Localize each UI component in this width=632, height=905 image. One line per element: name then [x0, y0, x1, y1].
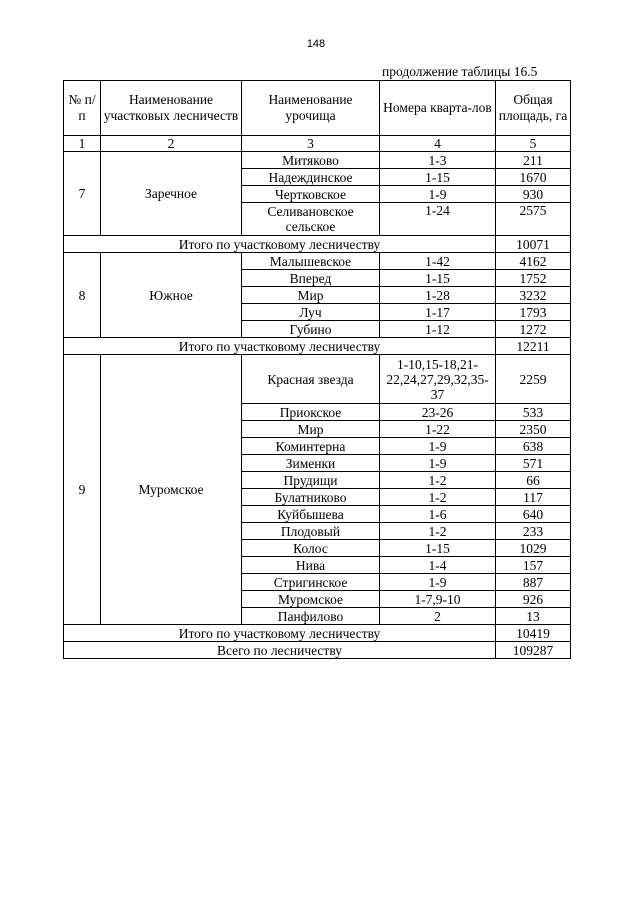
tract-name: Луч	[242, 304, 380, 321]
quarters: 1-2	[380, 472, 496, 489]
area: 640	[496, 506, 571, 523]
quarters: 1-2	[380, 523, 496, 540]
tract-name: Малышевское	[242, 253, 380, 270]
area: 930	[496, 186, 571, 203]
area: 1670	[496, 169, 571, 186]
tract-name: Прудищи	[242, 472, 380, 489]
table-row	[64, 355, 571, 404]
tract-name: Вперед	[242, 270, 380, 287]
area: 926	[496, 591, 571, 608]
area: 157	[496, 557, 571, 574]
table-row	[64, 152, 571, 169]
tract-name: Стригинское	[242, 574, 380, 591]
column-number: 1	[64, 136, 101, 152]
quarters: 1-15	[380, 270, 496, 287]
area: 13	[496, 608, 571, 625]
area: 3232	[496, 287, 571, 304]
group-number: 9	[64, 355, 101, 625]
area: 1752	[496, 270, 571, 287]
quarters: 1-7,9-10	[380, 591, 496, 608]
tract-name: Булатниково	[242, 489, 380, 506]
tract-name: Селивановское сельское	[242, 203, 380, 236]
forestry-table	[63, 80, 571, 659]
tract-name: Приокское	[242, 404, 380, 421]
tract-name: Муромское	[242, 591, 380, 608]
tract-name: Чертковское	[242, 186, 380, 203]
quarters: 1-15	[380, 169, 496, 186]
tract-name: Зименки	[242, 455, 380, 472]
tract-name: Колос	[242, 540, 380, 557]
quarters: 1-9	[380, 455, 496, 472]
quarters: 1-6	[380, 506, 496, 523]
header-tract-name: Наименование урочища	[242, 81, 380, 136]
area: 4162	[496, 253, 571, 270]
quarters: 1-9	[380, 186, 496, 203]
area: 211	[496, 152, 571, 169]
area: 887	[496, 574, 571, 591]
column-numbers-row	[64, 136, 571, 152]
header-number: № п/п	[64, 81, 101, 136]
subtotal-label: Итого по участковому лесничеству	[64, 338, 496, 355]
quarters: 1-42	[380, 253, 496, 270]
quarters: 1-9	[380, 574, 496, 591]
tract-name: Митяково	[242, 152, 380, 169]
forestry-name: Заречное	[101, 152, 242, 236]
quarters: 1-3	[380, 152, 496, 169]
table-continuation-label: продолжение таблицы 16.5	[382, 64, 538, 79]
area: 117	[496, 489, 571, 506]
area: 2575	[496, 203, 571, 236]
quarters: 1-28	[380, 287, 496, 304]
quarters: 1-15	[380, 540, 496, 557]
tract-name: Мир	[242, 287, 380, 304]
subtotal-value: 12211	[496, 338, 571, 355]
tract-name: Коминтерна	[242, 438, 380, 455]
area: 571	[496, 455, 571, 472]
quarters: 1-2	[380, 489, 496, 506]
grand-total-row	[64, 642, 571, 659]
area: 533	[496, 404, 571, 421]
area: 638	[496, 438, 571, 455]
group-number: 7	[64, 152, 101, 236]
subtotal-value: 10071	[496, 236, 571, 253]
page-number: 148	[306, 38, 326, 50]
table-row	[64, 253, 571, 270]
forestry-name: Муромское	[101, 355, 242, 625]
group-number: 8	[64, 253, 101, 338]
tract-name: Панфилово	[242, 608, 380, 625]
area: 2259	[496, 355, 571, 404]
quarters: 1-12	[380, 321, 496, 338]
subtotal-value: 10419	[496, 625, 571, 642]
header-row	[64, 81, 571, 136]
header-forestry-name: Наименование участковых лесничеств	[101, 81, 242, 136]
header-area: Общая площадь, га	[496, 81, 571, 136]
quarters: 23-26	[380, 404, 496, 421]
grand-total-label: Всего по лесничеству	[64, 642, 496, 659]
tract-name: Плодовый	[242, 523, 380, 540]
tract-name: Нива	[242, 557, 380, 574]
tract-name: Губино	[242, 321, 380, 338]
area: 66	[496, 472, 571, 489]
column-number: 2	[101, 136, 242, 152]
area: 233	[496, 523, 571, 540]
subtotal-row	[64, 236, 571, 253]
area: 1793	[496, 304, 571, 321]
subtotal-row	[64, 625, 571, 642]
column-number: 3	[242, 136, 380, 152]
area: 1272	[496, 321, 571, 338]
header-quarters: Номера кварта-лов	[380, 81, 496, 136]
tract-name: Надеждинское	[242, 169, 380, 186]
tract-name: Мир	[242, 421, 380, 438]
quarters: 1-17	[380, 304, 496, 321]
subtotal-label: Итого по участковому лесничеству	[64, 625, 496, 642]
grand-total-value: 109287	[496, 642, 571, 659]
quarters: 1-9	[380, 438, 496, 455]
column-number: 4	[380, 136, 496, 152]
quarters: 2	[380, 608, 496, 625]
quarters: 1-10,15-18,21-22,24,27,29,32,35-37	[380, 355, 496, 404]
quarters: 1-24	[380, 203, 496, 236]
quarters: 1-4	[380, 557, 496, 574]
area: 2350	[496, 421, 571, 438]
subtotal-label: Итого по участковому лесничеству	[64, 236, 496, 253]
tract-name: Красная звезда	[242, 355, 380, 404]
forestry-name: Южное	[101, 253, 242, 338]
area: 1029	[496, 540, 571, 557]
tract-name: Куйбышева	[242, 506, 380, 523]
column-number: 5	[496, 136, 571, 152]
subtotal-row	[64, 338, 571, 355]
quarters: 1-22	[380, 421, 496, 438]
